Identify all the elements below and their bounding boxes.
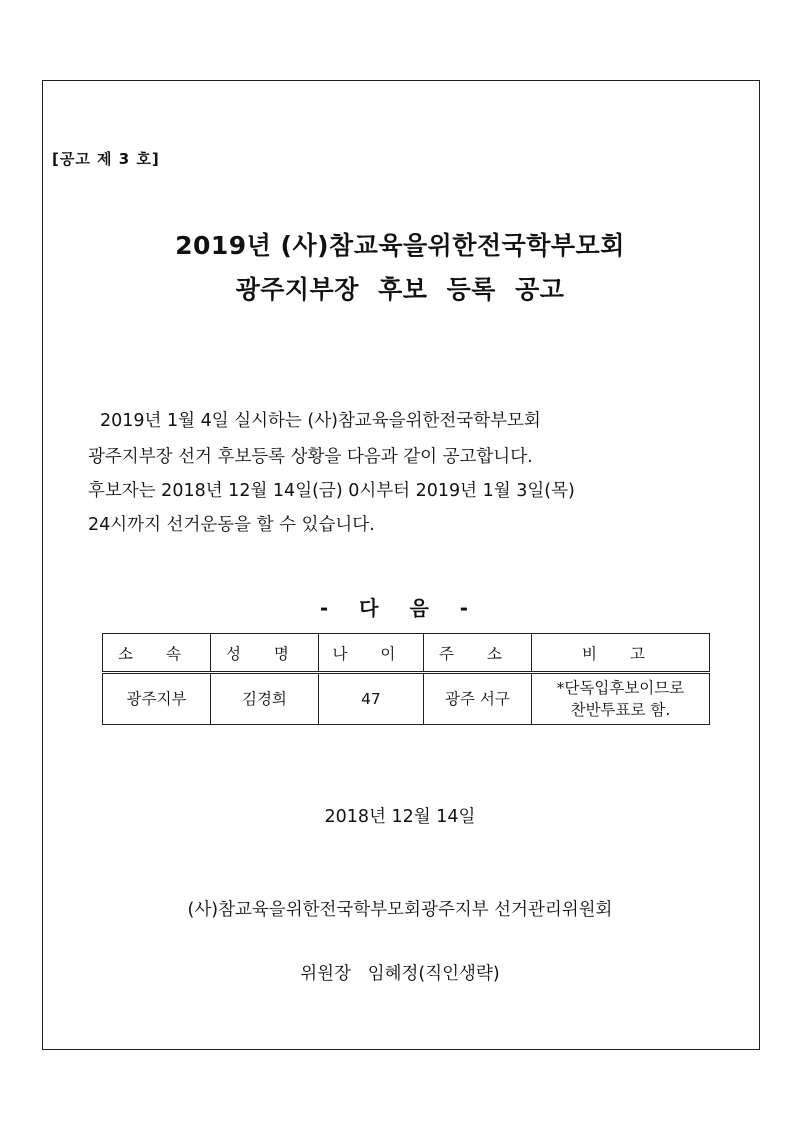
body-line-2: 광주지부장 선거 후보등록 상황을 다음과 같이 공고합니다.	[88, 447, 533, 467]
header-age: 나 이	[318, 634, 423, 673]
cell-note	[531, 673, 709, 725]
header-name: 성 명	[210, 634, 318, 673]
chair-signature	[0, 960, 800, 985]
notice-number: [공고 제 3 호]	[52, 150, 160, 168]
body-line-4: 24시까지 선거운동을 할 수 있습니다.	[88, 515, 375, 535]
section-heading: - 다 음 -	[319, 596, 481, 620]
candidate-table	[102, 633, 710, 725]
title-line-2: 광주지부장 후보 등록 공고	[235, 275, 565, 304]
body-line-3: 후보자는 2018년 12월 14일(금) 0시부터 2019년 1월 3일(목)	[88, 481, 575, 501]
title-line-1: 2019년 (사)참교육을위한전국학부모회	[175, 231, 625, 260]
table-header-row	[103, 634, 710, 673]
cell-age: 47	[318, 673, 423, 725]
chair-title: 위원장	[300, 964, 351, 984]
header-affiliation: 소 속	[103, 634, 211, 673]
note-line-1: *단독입후보이므로	[556, 679, 685, 697]
body-line-1: 2019년 1월 4일 실시하는 (사)참교육을위한전국학부모회	[100, 411, 541, 431]
header-address: 주 소	[423, 634, 531, 673]
chair-name: 임혜정(직인생략)	[367, 964, 500, 984]
cell-affiliation: 광주지부	[103, 673, 211, 725]
cell-name: 김경희	[210, 673, 318, 725]
notice-date: 2018년 12월 14일	[324, 807, 476, 827]
note-line-2: 찬반투표로 함.	[570, 701, 671, 719]
cell-address: 광주 서구	[423, 673, 531, 725]
header-note: 비 고	[531, 634, 709, 673]
committee-name: (사)참교육을위한전국학부모회광주지부 선거관리위원회	[187, 900, 613, 920]
table-row	[103, 673, 710, 725]
